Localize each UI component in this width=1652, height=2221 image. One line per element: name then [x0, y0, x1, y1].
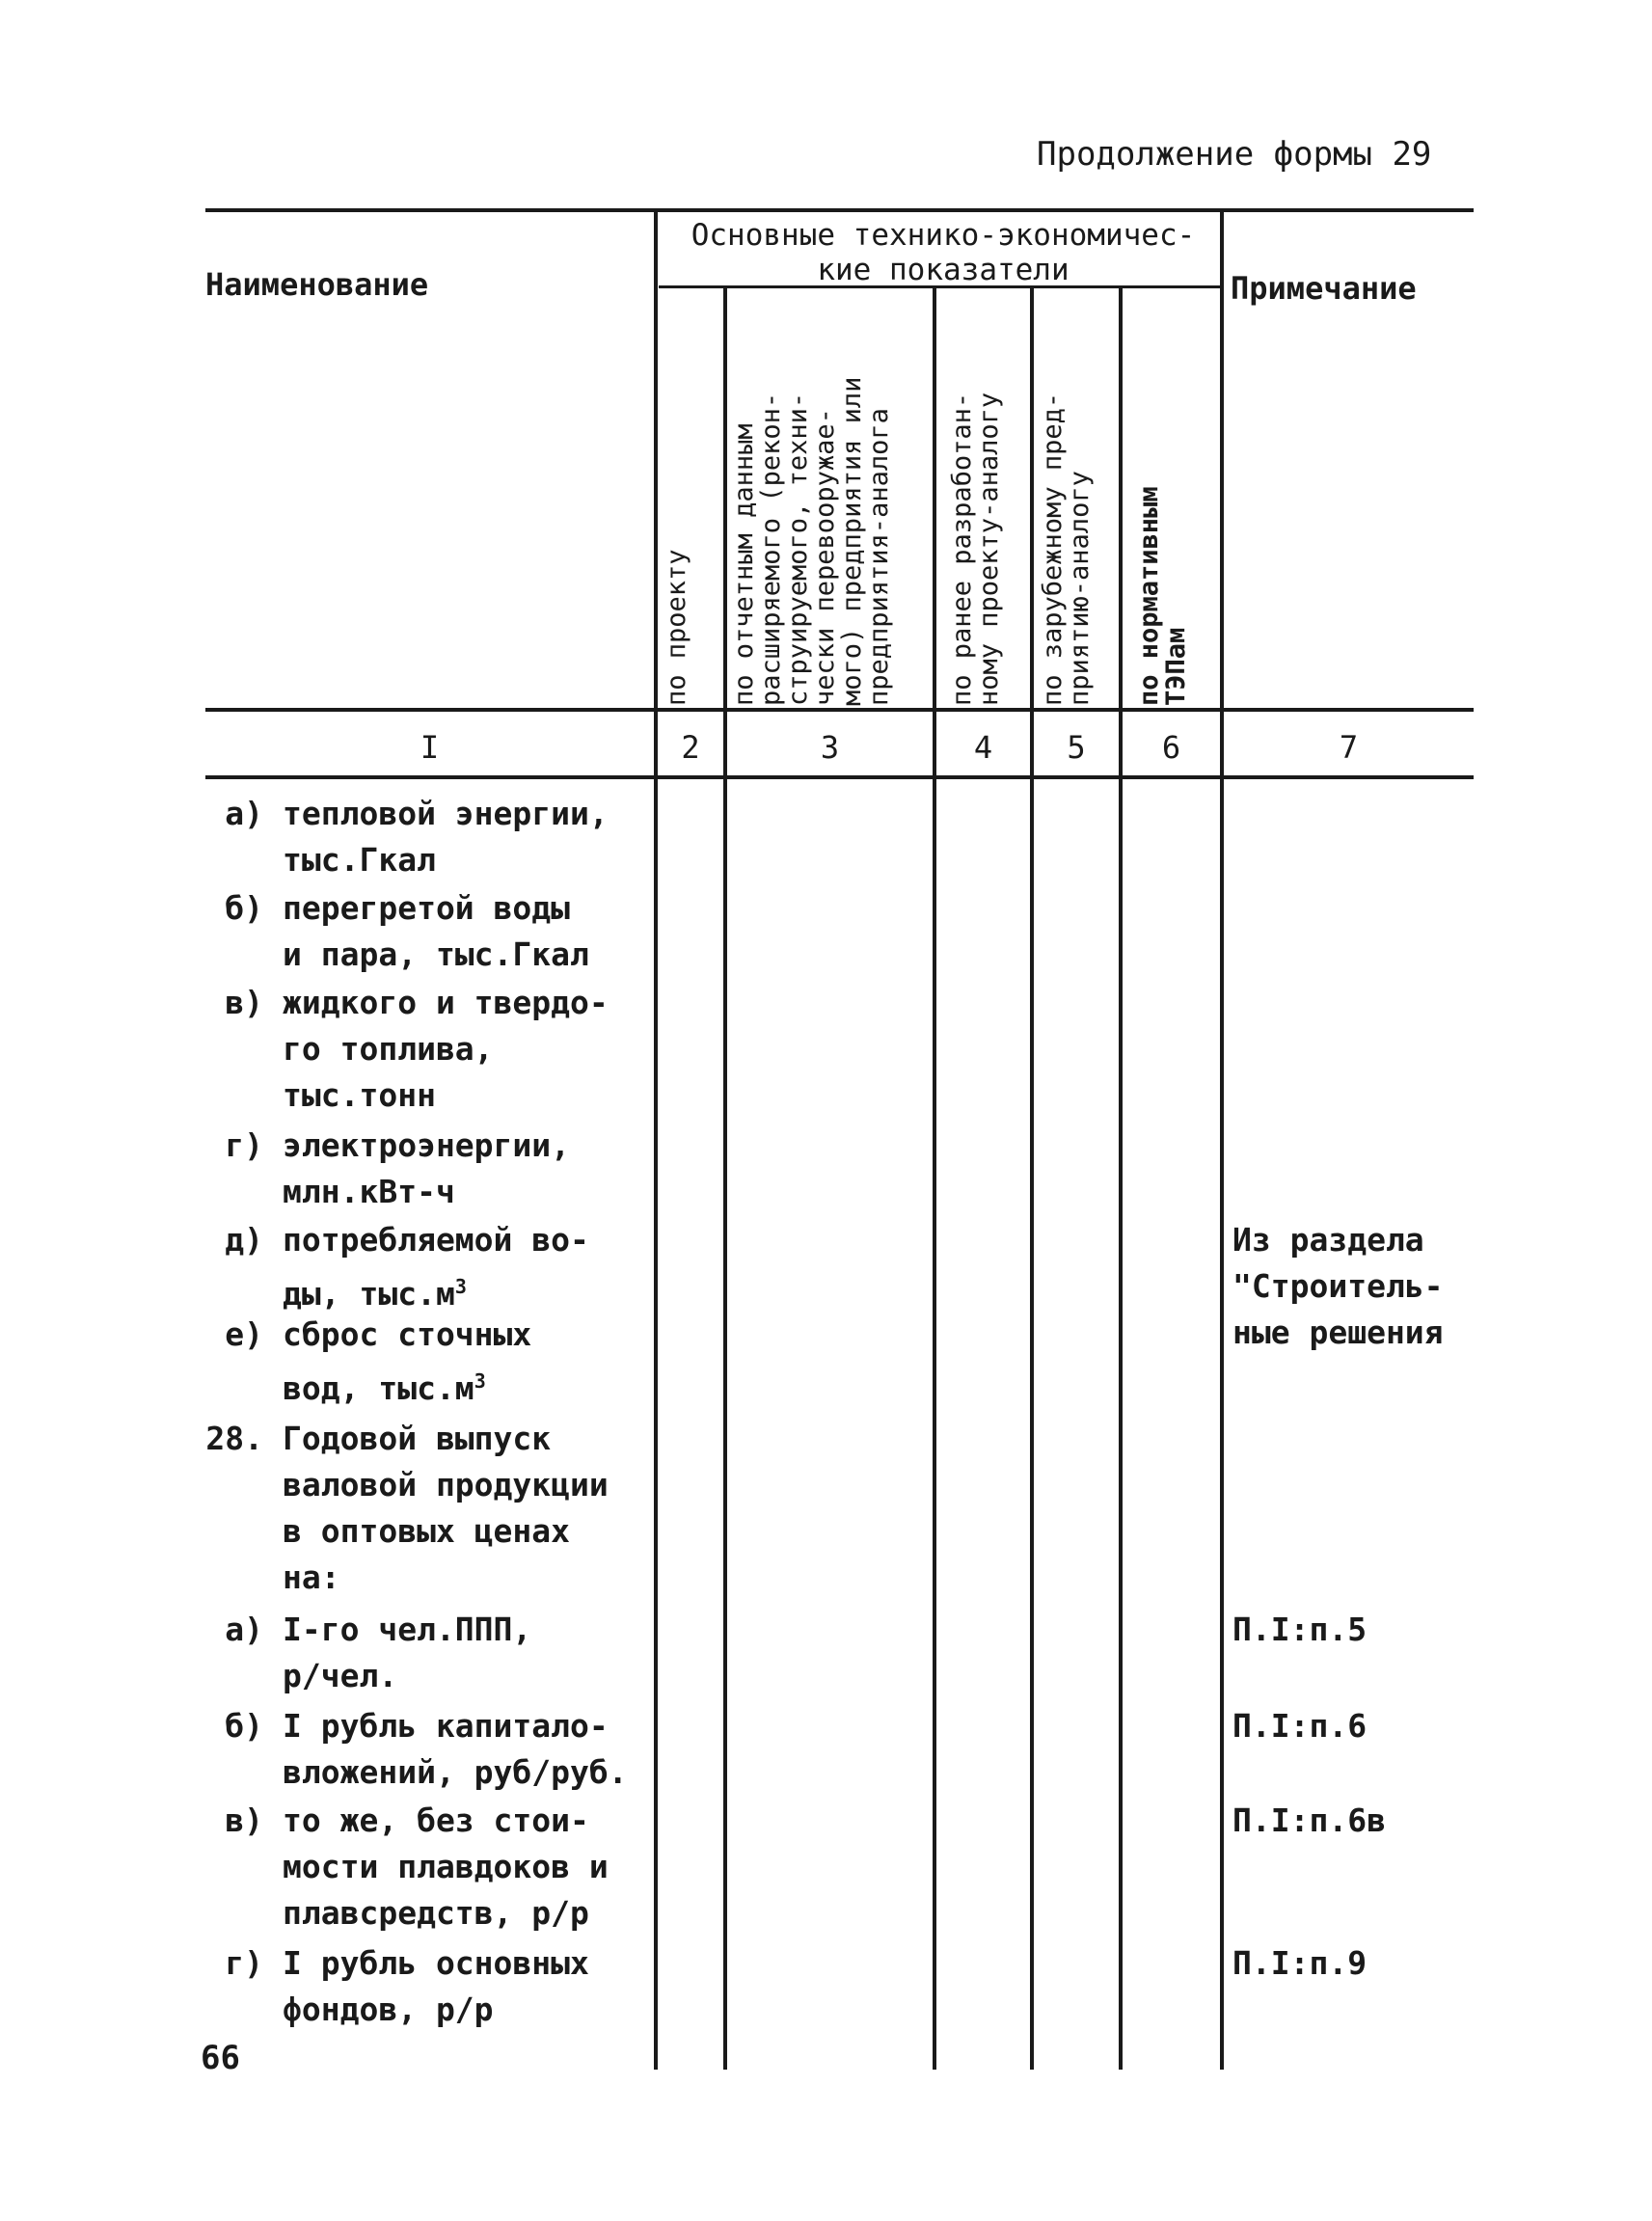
header-bottom-rule — [205, 708, 1474, 712]
column-header-note: Примечание — [1231, 270, 1417, 307]
col-divider-1 — [654, 208, 658, 2070]
list-item-text: Годовой выпуск валовой продукции в оптовых ценах на: — [283, 1420, 609, 1596]
superscript: 3 — [454, 1275, 467, 1298]
form-continuation-title: Продолжение формы 29 — [1037, 135, 1432, 174]
col-number-6: 6 — [1161, 729, 1181, 766]
subcol-report-data-text: по отчетным данным расширяемого (рекон- струируемого, техни- чески перевооружае- мого) предприятия или предприятия-аналога — [729, 376, 894, 706]
note-water-section: Из раздела "Строитель- ные решения — [1232, 1221, 1444, 1351]
table-top-rule — [205, 208, 1474, 212]
list-item-label: в) — [225, 1801, 263, 1839]
list-item-text-main: сброс сточных вод, тыс.м — [283, 1315, 532, 1407]
list-item-text: перегретой воды и пара, тыс.Гкал — [283, 889, 589, 973]
subcol-earlier-project-text: по ранее разработан- ному проекту-аналогу — [947, 392, 1004, 706]
list-item-label: б) — [225, 889, 263, 927]
col-number-5: 5 — [1067, 729, 1086, 766]
list-item-text: электроэнергии, млн.кВт-ч — [283, 1126, 571, 1210]
col-divider-4 — [1030, 285, 1034, 2070]
note-p1-6: П.I:п.6 — [1232, 1707, 1368, 1745]
col-number-1: I — [420, 729, 440, 766]
list-item-label: а) — [225, 795, 263, 832]
col-divider-6 — [1220, 208, 1224, 2070]
subcol-normative-text: по нормативным ТЭПам — [1134, 486, 1191, 706]
col-number-4: 4 — [973, 729, 993, 766]
list-item-label: г) — [225, 1944, 263, 1982]
subcol-project — [664, 289, 712, 706]
col-divider-5 — [1119, 285, 1123, 2070]
list-item-text: то же, без стои- мости плавдоков и плавсредств, р/р — [283, 1801, 609, 1932]
list-item-label: в) — [225, 984, 263, 1021]
list-item-text: жидкого и твердо- го топлива, тыс.тонн — [283, 984, 609, 1114]
col-number-3: 3 — [820, 729, 840, 766]
page-number: 66 — [201, 2039, 240, 2077]
list-item-text: I рубль капитало- вложений, руб/руб. — [283, 1707, 628, 1791]
subcol-foreign-analog-text: по зарубежному пред- приятию-аналогу — [1038, 392, 1095, 706]
list-item-text — [283, 1217, 630, 1317]
subcol-report-data — [731, 289, 924, 706]
col-divider-3 — [933, 285, 936, 2070]
note-p1-9: П.I:п.9 — [1232, 1944, 1368, 1982]
subcol-normative — [1136, 289, 1208, 706]
list-item-label: б) — [225, 1707, 263, 1745]
column-group-header-line2: кие показатели — [817, 253, 1070, 287]
list-item-text-main: потребляемой во- ды, тыс.м — [283, 1221, 589, 1313]
list-item-text: тепловой энергии, тыс.Гкал — [283, 795, 609, 879]
column-group-header — [673, 218, 1213, 287]
list-item-label: д) — [225, 1221, 263, 1259]
subcol-earlier-project — [949, 289, 1021, 706]
note-p1-5: П.I:п.5 — [1232, 1611, 1368, 1648]
list-item-label: а) — [225, 1611, 263, 1648]
column-group-header-line1: Основные технико-экономичес- — [691, 218, 1196, 253]
column-header-name: Наименование — [205, 266, 429, 303]
list-item-text: I рубль основных фондов, р/р — [283, 1944, 589, 2028]
list-item-text: I-го чел.ППП, р/чел. — [283, 1611, 532, 1694]
note-p1-6v: П.I:п.6в — [1232, 1801, 1386, 1839]
subcol-foreign-analog — [1040, 289, 1112, 706]
list-item-label: 28. — [205, 1420, 263, 1457]
col-divider-2 — [723, 285, 727, 2070]
col-number-7: 7 — [1339, 729, 1359, 766]
subcol-project-text: по проекту — [662, 549, 691, 706]
list-item-label: г) — [225, 1126, 263, 1164]
superscript: 3 — [474, 1369, 486, 1393]
list-item-text — [283, 1312, 630, 1412]
col-number-2: 2 — [681, 729, 700, 766]
list-item-label: е) — [225, 1315, 263, 1353]
numbers-bottom-rule — [205, 775, 1474, 779]
